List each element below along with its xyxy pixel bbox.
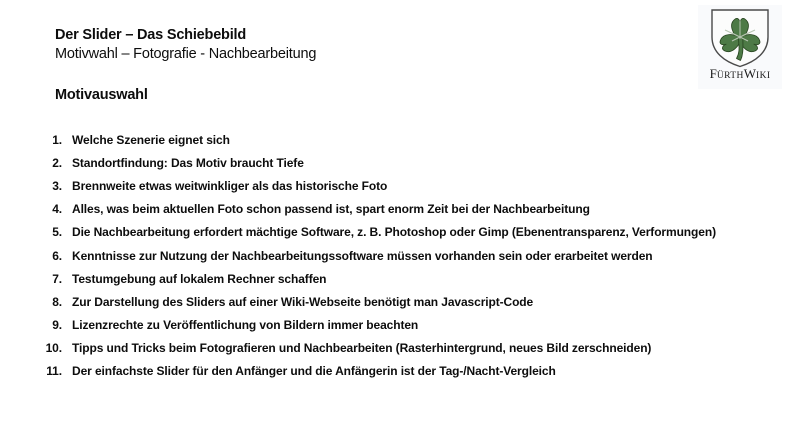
list-item-text: Kenntnisse zur Nutzung der Nachbearbeitungssoftware müssen vorhanden sein oder erarbeitet werden xyxy=(72,248,653,263)
list-item-number: 9. xyxy=(52,318,62,333)
list-item-text: Alles, was beim aktuellen Foto schon passend ist, spart enorm Zeit bei der Nachbearbeitung xyxy=(72,202,590,217)
slide-title: Der Slider – Das Schiebebild xyxy=(55,27,247,43)
shield-clover-icon xyxy=(707,7,773,69)
list-item-number: 1. xyxy=(52,132,62,147)
list-item-text: Testumgebung auf lokalem Rechner schaffen xyxy=(72,271,327,286)
list-item xyxy=(45,244,785,267)
list-item-text: Der einfachste Slider für den Anfänger und die Anfängerin ist der Tag-/Nacht-Vergleich xyxy=(72,364,556,379)
logo-letters-iki: IKI xyxy=(756,71,771,81)
list-item-number: 4. xyxy=(52,202,62,217)
topic-list xyxy=(45,128,785,383)
list-item-number: 3. xyxy=(52,178,62,193)
list-item-number: 7. xyxy=(52,271,62,286)
list-item xyxy=(45,221,785,244)
list-item-text: Standortfindung: Das Motiv braucht Tiefe xyxy=(72,155,304,170)
list-item-number: 10. xyxy=(45,341,62,356)
slide-subtitle: Motivwahl – Fotografie - Nachbearbeitung xyxy=(55,46,317,62)
list-item xyxy=(45,174,785,197)
list-item-text: Die Nachbearbeitung erfordert mächtige Software, z. B. Photoshop oder Gimp (Ebenentransparenz, Verformungen) xyxy=(72,225,716,240)
list-item-text: Welche Szenerie eignet sich xyxy=(72,132,230,147)
title-block xyxy=(55,26,316,64)
list-item-text: Lizenzrechte zu Veröffentlichung von Bildern immer beachten xyxy=(72,318,419,333)
list-item xyxy=(45,128,785,151)
list-item-number: 6. xyxy=(52,248,62,263)
list-item xyxy=(45,337,785,360)
list-item-text: Brennweite etwas weitwinkliger als das historische Foto xyxy=(72,178,388,193)
list-item xyxy=(45,198,785,221)
fuerthwiki-logo xyxy=(698,5,782,89)
logo-wordmark xyxy=(698,67,782,83)
logo-letter-f: F xyxy=(709,66,717,81)
list-item-number: 5. xyxy=(52,225,62,240)
logo-letters-urth: ÜRTH xyxy=(716,71,744,81)
list-item-number: 8. xyxy=(52,294,62,309)
list-item-number: 2. xyxy=(52,155,62,170)
list-item xyxy=(45,267,785,290)
list-item-text: Tipps und Tricks beim Fotografieren und Nachbearbeiten (Rasterhintergrund, neues Bild zerschneiden) xyxy=(72,341,652,356)
list-item-number: 11. xyxy=(46,364,62,379)
list-item xyxy=(45,151,785,174)
list-item xyxy=(45,290,785,313)
logo-letter-w: W xyxy=(743,66,756,81)
list-item xyxy=(45,314,785,337)
section-heading: Motivauswahl xyxy=(55,87,148,103)
list-item xyxy=(45,360,785,383)
list-item-text: Zur Darstellung des Sliders auf einer Wiki-Webseite benötigt man Javascript-Code xyxy=(72,294,534,309)
